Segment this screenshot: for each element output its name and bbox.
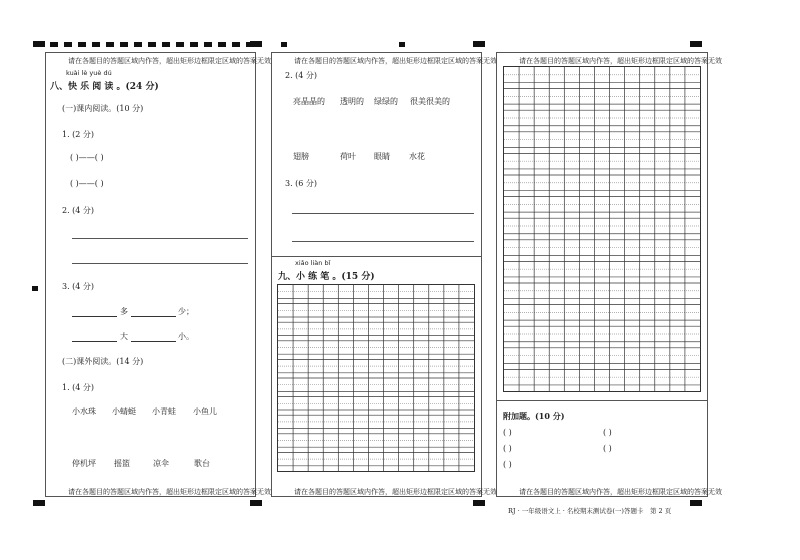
question-1-label: 1. (2 分) bbox=[62, 130, 95, 139]
word-option: 小青蛙 bbox=[152, 407, 176, 416]
answer-blank[interactable]: ( ) bbox=[503, 460, 512, 469]
pinyin-label: xiǎo liàn bǐ bbox=[295, 259, 331, 267]
reg-mark bbox=[473, 500, 485, 506]
question-2-label: 2. (4 分) bbox=[285, 71, 318, 80]
answer-line[interactable] bbox=[72, 238, 248, 239]
reg-mark bbox=[281, 42, 287, 47]
answer-blank[interactable]: ( ) bbox=[603, 428, 612, 437]
top-notice: 请在各题目的答题区域内作答，超出矩形边框限定区域的答案无效 bbox=[294, 57, 497, 65]
answer-blank[interactable]: ( )——( ) bbox=[70, 179, 104, 188]
word-option: 小鱼儿 bbox=[193, 407, 217, 416]
part-2-heading: (二)课外阅读。(14 分) bbox=[62, 357, 144, 366]
word-option: 停机坪 bbox=[72, 459, 96, 468]
reg-mark bbox=[33, 500, 45, 506]
question-3-label: 3. (4 分) bbox=[62, 282, 95, 291]
answer-line[interactable] bbox=[72, 263, 248, 264]
answer-blank[interactable]: ( ) bbox=[503, 428, 512, 437]
reg-mark bbox=[690, 500, 702, 506]
extra-question-heading: 附加题。(10 分) bbox=[503, 411, 565, 421]
reg-mark bbox=[250, 500, 262, 506]
question-3-label: 3. (6 分) bbox=[285, 179, 318, 188]
section-9-heading: 九、小 练 笔 。(15 分) bbox=[278, 272, 375, 282]
noun-option: 荷叶 bbox=[340, 152, 356, 161]
part-1-heading: (一)课内阅读。(10 分) bbox=[62, 104, 144, 113]
bottom-notice: 请在各题目的答题区域内作答，超出矩形边框限定区域的答案无效 bbox=[519, 488, 722, 496]
page-footer: RJ · 一年级语文上 · 名校期末测试卷(一)答题卡 第 2 页 bbox=[508, 507, 672, 515]
word-option: 小蜻蜓 bbox=[112, 407, 136, 416]
noun-option: 翅膀 bbox=[293, 152, 309, 161]
fill-char: 小。 bbox=[178, 332, 194, 341]
adjective-option: 亮晶晶的 bbox=[293, 97, 325, 106]
answer-blank-line[interactable] bbox=[131, 341, 176, 342]
word-option: 歌台 bbox=[194, 459, 210, 468]
top-notice: 请在各题目的答题区域内作答，超出矩形边框限定区域的答案无效 bbox=[68, 57, 271, 65]
section-divider bbox=[272, 256, 481, 257]
reg-mark bbox=[690, 41, 702, 47]
bottom-notice: 请在各题目的答题区域内作答，超出矩形边框限定区域的答案无效 bbox=[294, 488, 497, 496]
fill-char: 少； bbox=[178, 307, 194, 316]
question-2-label: 2. (4 分) bbox=[62, 206, 95, 215]
top-notice: 请在各题目的答题区域内作答，超出矩形边框限定区域的答案无效 bbox=[519, 57, 722, 65]
answer-line[interactable] bbox=[292, 241, 474, 242]
question-1-label: 1. (4 分) bbox=[62, 383, 95, 392]
noun-option: 眼睛 bbox=[374, 152, 390, 161]
reg-mark bbox=[473, 41, 485, 47]
fill-char: 大 bbox=[120, 332, 128, 341]
adjective-option: 很美很美的 bbox=[410, 97, 450, 106]
reg-mark bbox=[399, 42, 405, 47]
bottom-notice: 请在各题目的答题区域内作答，超出矩形边框限定区域的答案无效 bbox=[68, 488, 271, 496]
reg-mark bbox=[250, 41, 262, 47]
pinyin-label: kuài lè yuè dú bbox=[66, 69, 112, 77]
answer-line[interactable] bbox=[292, 213, 474, 214]
adjective-option: 绿绿的 bbox=[374, 97, 398, 106]
writing-grid[interactable] bbox=[277, 284, 475, 472]
noun-option: 水花 bbox=[409, 152, 425, 161]
answer-blank-line[interactable] bbox=[72, 316, 117, 317]
answer-blank-line[interactable] bbox=[131, 316, 176, 317]
reg-mark bbox=[33, 41, 45, 47]
fill-char: 多 bbox=[120, 307, 128, 316]
answer-blank[interactable]: ( ) bbox=[503, 444, 512, 453]
word-option: 摇篮 bbox=[114, 459, 130, 468]
dashed-top-border bbox=[50, 42, 252, 47]
writing-grid[interactable] bbox=[503, 66, 701, 392]
word-option: 凉伞 bbox=[153, 459, 169, 468]
word-option: 小水珠 bbox=[72, 407, 96, 416]
answer-blank[interactable]: ( )——( ) bbox=[70, 153, 104, 162]
section-divider bbox=[497, 400, 707, 401]
answer-blank-line[interactable] bbox=[72, 341, 117, 342]
answer-blank[interactable]: ( ) bbox=[603, 444, 612, 453]
adjective-option: 透明的 bbox=[340, 97, 364, 106]
answer-panel-left bbox=[45, 52, 256, 497]
reg-mark bbox=[32, 286, 38, 291]
section-8-heading: 八、快 乐 阅 读 。(24 分) bbox=[50, 82, 159, 92]
